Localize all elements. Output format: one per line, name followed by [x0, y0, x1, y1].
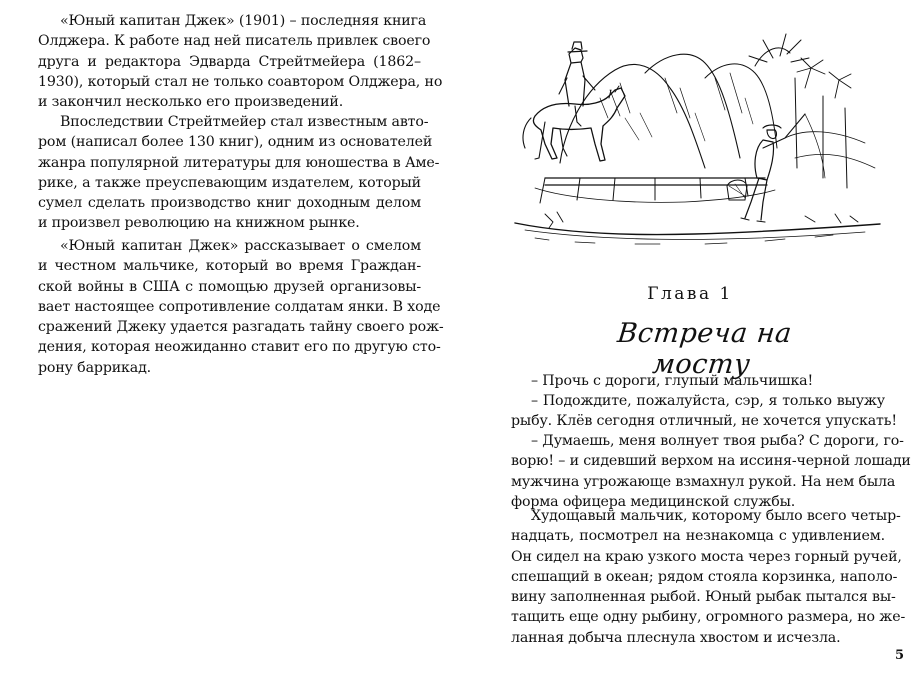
text-line: Он сидел на краю узкого моста через горный ручей, — [511, 548, 902, 565]
text-line: рону баррикад. — [38, 359, 152, 376]
left-page — [0, 0, 460, 676]
text-line: Олджера. К работе над ней писатель привлек своего — [38, 33, 431, 50]
text-line: ской войны в США с помощью друзей организовы- — [38, 278, 421, 295]
illustration-horseman-and-boy-on-bridge — [505, 18, 885, 258]
text-line: форма офицера медицинской службы. — [511, 493, 796, 510]
text-line: сражений Джеку удается разгадать тайну своего рож- — [38, 319, 444, 336]
story-paragraph-3 — [511, 431, 911, 512]
chapter-label: Глава 1 — [647, 284, 733, 304]
text-line: – Думаешь, меня волнует твоя рыба? С дороги, го- — [531, 433, 904, 449]
text-line: рыбу. Клёв сегодня отличный, не хочется упускать! — [511, 413, 897, 430]
text-line: – Прочь с дороги, глупый мальчишка! — [531, 373, 814, 389]
text-line: Впоследствии Стрейтмейер стал известным авто- — [60, 114, 429, 130]
story-paragraph-1 — [511, 371, 885, 391]
text-line: «Юный капитан Джек» рассказывает о смелом — [60, 238, 421, 254]
intro-paragraph-1 — [38, 11, 443, 112]
text-line: «Юный капитан Джек» (1901) – последняя книга — [60, 13, 427, 29]
chapter-title: Встреча на мосту — [615, 318, 794, 380]
text-line: ром (написал более 130 книг), одним из основателей — [38, 134, 433, 151]
text-line: дения, которая неожиданно ставит его по другую сто- — [38, 339, 441, 356]
text-line: спешащий в океан; рядом стояла корзинка, наполо- — [511, 568, 898, 585]
text-line: 1930), который стал не только соавтором Олджера, но — [38, 73, 443, 90]
text-line: тащить еще одну рыбину, огромного размера, но же- — [511, 609, 906, 626]
text-line: Худощавый мальчик, которому было всего четыр- — [531, 508, 901, 524]
text-line: и честном мальчике, который во время Граждан- — [38, 258, 421, 275]
text-line: ворю! – и сидевший верхом на иссиня-черной лошади — [511, 453, 911, 470]
text-line: и закончил несколько его произведений. — [38, 94, 344, 111]
text-line: вает настоящее сопротивление солдатам янки. В ходе — [38, 298, 441, 315]
intro-paragraph-3 — [38, 236, 444, 378]
text-line: друга и редактора Эдварда Стрейтмейера (1862– — [38, 53, 421, 70]
text-line: рике, а также преуспевающим издателем, который — [38, 174, 421, 191]
text-line: и произвел революцию на книжном рынке. — [38, 215, 360, 232]
text-line: – Подождите, пожалуйста, сэр, я только выужу — [531, 393, 885, 409]
text-line: сумел сделать производство книг доходным делом — [38, 195, 421, 212]
text-line: ланная добыча плеснула хвостом и исчезла. — [511, 629, 841, 646]
text-line: надцать, посмотрел на незнакомца с удивлением. — [511, 528, 885, 545]
text-line: вину заполненная рыбой. Юный рыбак пытался вы- — [511, 589, 896, 606]
page-number: 5 — [894, 648, 904, 663]
text-line: мужчина угрожающе взмахнул рукой. На нем была — [511, 473, 896, 490]
text-line: жанра популярной литературы для юношества в Аме- — [38, 154, 440, 171]
story-paragraph-2 — [511, 391, 897, 432]
intro-paragraph-2 — [38, 112, 440, 234]
story-paragraph-4 — [511, 506, 906, 648]
